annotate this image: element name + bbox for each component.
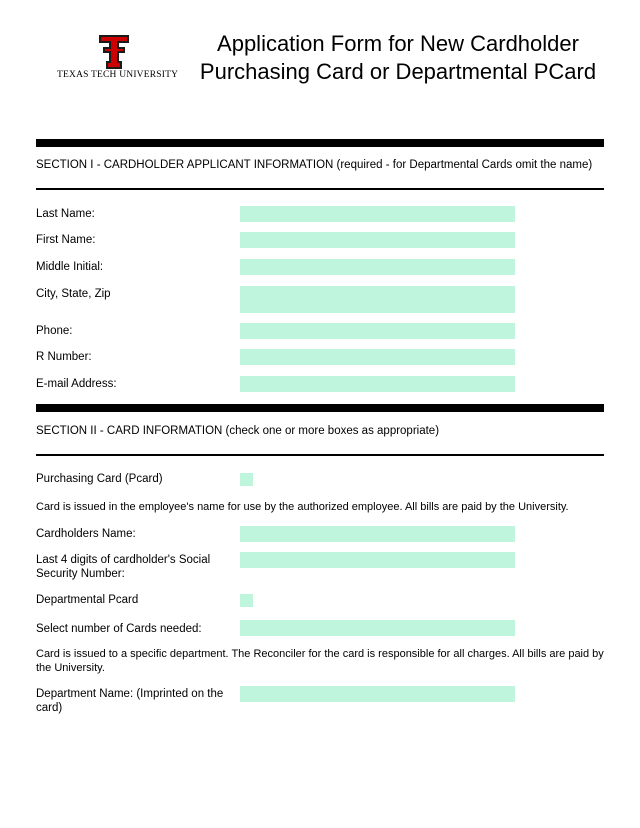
cards-needed-label: Select number of Cards needed: xyxy=(36,623,202,635)
city-state-zip-label: City, State, Zip xyxy=(36,288,111,300)
section-divider xyxy=(36,139,604,147)
first-name-label: First Name: xyxy=(36,234,96,246)
last-name-label: Last Name: xyxy=(36,208,95,220)
form-title-line1: Application Form for New Cardholder xyxy=(217,31,579,56)
departmental-card-note xyxy=(36,648,606,675)
ssn-label-line1: Last 4 digits of cardholder's Social xyxy=(36,554,211,566)
department-name-label-line2: card) xyxy=(36,702,63,714)
section-divider xyxy=(36,404,604,412)
department-name-label-line1: Department Name: (Imprinted on the xyxy=(36,688,224,700)
department-name-field[interactable] xyxy=(240,686,515,702)
departmental-note-line2: the University. xyxy=(36,661,105,674)
middle-initial-label: Middle Initial: xyxy=(36,261,104,273)
last-name-field[interactable] xyxy=(240,206,515,222)
form-title xyxy=(180,30,616,86)
cards-needed-select[interactable] xyxy=(240,620,515,636)
ssn-label-line2: Security Number: xyxy=(36,568,125,580)
departmental-note-line1: Card is issued to a specific department. The Reconciler for the card is responsible for all charges. All bills are paid by xyxy=(36,648,604,660)
purchasing-card-checkbox[interactable] xyxy=(240,473,253,486)
r-number-label: R Number: xyxy=(36,351,92,363)
departmental-pcard-label: Departmental Pcard xyxy=(36,594,139,606)
form-title-line2: Purchasing Card or Departmental PCard xyxy=(199,59,597,84)
section-rule xyxy=(36,188,604,190)
middle-initial-field[interactable] xyxy=(240,259,515,275)
double-t-logo-icon xyxy=(98,34,130,70)
email-label: E-mail Address: xyxy=(36,378,117,390)
cardholders-name-label: Cardholders Name: xyxy=(36,528,136,540)
ssn-last4-field[interactable] xyxy=(240,552,515,568)
phone-field[interactable] xyxy=(240,323,515,339)
department-name-label xyxy=(36,687,232,715)
university-name: TEXAS TECH UNIVERSITY xyxy=(57,70,179,80)
purchasing-card-label: Purchasing Card (Pcard) xyxy=(36,473,163,485)
section1-heading: SECTION I - CARDHOLDER APPLICANT INFORMATION (required - for Departmental Cards omit the name) xyxy=(36,159,593,171)
first-name-field[interactable] xyxy=(240,232,515,248)
email-field[interactable] xyxy=(240,376,515,392)
purchasing-card-note: Card is issued in the employee's name for use by the authorized employee. All bills are paid by the University. xyxy=(36,501,569,513)
cardholders-name-field[interactable] xyxy=(240,526,515,542)
r-number-field[interactable] xyxy=(240,349,515,365)
phone-label: Phone: xyxy=(36,325,73,337)
section-rule xyxy=(36,454,604,456)
ssn-label xyxy=(36,553,232,581)
departmental-pcard-checkbox[interactable] xyxy=(240,594,253,607)
city-state-zip-field[interactable] xyxy=(240,286,515,313)
section2-heading: SECTION II - CARD INFORMATION (check one or more boxes as appropriate) xyxy=(36,425,440,437)
